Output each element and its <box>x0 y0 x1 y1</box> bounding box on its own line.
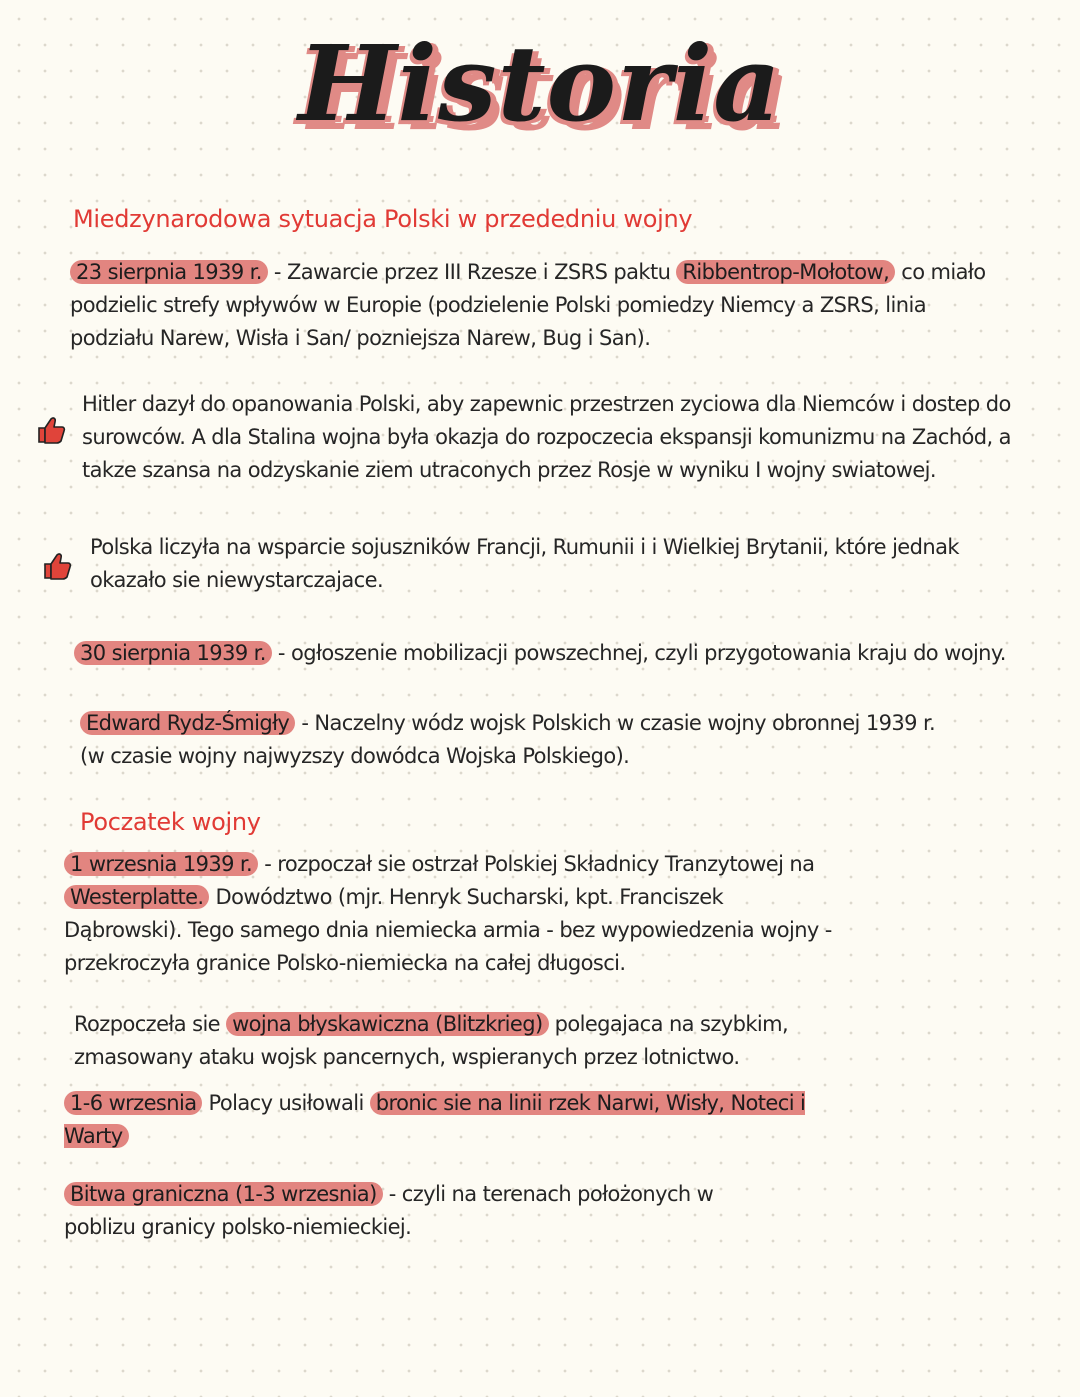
paragraph-ribbentrop-pact <box>70 256 1005 355</box>
highlight-term: wojna błyskawiczna (Blitzkrieg) <box>226 1012 548 1036</box>
paragraph-hitler-stalin: Hitler dazył do opanowania Polski, aby zapewnic przestrzen zyciowa dla Niemców i dostep do surowców. A dla Stalina wojna była okazja do rozpoczecia ekspansji komunizmu na Zachód, a takze szansa na odzyskanie ziem utraconych przez Rosje w wyniku I wojny swiatowej. <box>82 392 1011 482</box>
section-heading-international-situation: Miedzynarodowa sytuacja Polski w przededniu wojny <box>73 205 693 233</box>
paragraph-text: Dowództwo (mjr. Henryk Sucharski, kpt. Franciszek Dąbrowski). Tego samego dnia niemiecka armia - bez wypowiedzenia wojny - przekroczyła granice Polsko-niemiecka na całej długosci. <box>64 885 832 975</box>
paragraph-text: - rozpoczał sie ostrzał Polskiej Składnicy Tranzytowej na <box>258 852 815 876</box>
highlight-date: 1-6 wrzesnia <box>64 1091 202 1115</box>
paragraph-rydz-smigly <box>80 707 940 773</box>
highlight-date: 1 wrzesnia 1939 r. <box>64 852 258 876</box>
paragraph-border-battle <box>64 1178 764 1244</box>
highlight-place: Westerplatte. <box>64 885 209 909</box>
paragraph-text: - ogłoszenie mobilizacji powszechnej, czyli przygotowania kraju do wojny. <box>271 641 1006 665</box>
paragraph-westerplatte <box>64 848 834 980</box>
highlight-date: 23 sierpnia 1939 r. <box>70 260 268 284</box>
paragraph-text: co miało podzielic strefy wpływów w Europie (podzielenie Polski pomiedzy Niemcy a ZSRS, linia podziału Narew, Wisła i San/ pozniejsza Narew, Bug i San). <box>70 260 986 350</box>
thumbs-up-icon <box>35 414 67 446</box>
thumbs-up-icon <box>41 550 73 582</box>
paragraph-text: - Zawarcie przez III Rzesze i ZSRS paktu <box>267 260 677 284</box>
page-title: Historia <box>298 22 782 145</box>
highlight-name: Edward Rydz-Śmigły <box>80 711 295 735</box>
paragraph-text: Polacy usiłowali <box>202 1091 370 1115</box>
paragraph-text: - czyli na terenach położonych w poblizu granicy polsko-niemieckiej. <box>64 1182 714 1239</box>
highlight-action: bronic sie na linii rzek Narwi, Wisły, Noteci i Warty <box>64 1091 806 1148</box>
paragraph-text: - Naczelny wódz wojsk Polskich w czasie wojny obronnej 1939 r. (w czasie wojny najwyzszy dowódca Wojska Polskiego). <box>80 711 936 768</box>
paragraph-allies: Polska liczyła na wsparcie sojuszników Francji, Rumunii i i Wielkiej Brytanii, które jednak okazało sie niewystarczajace. <box>90 535 959 592</box>
paragraph-mobilization <box>74 637 1014 670</box>
paragraph-river-defense <box>64 1087 824 1153</box>
highlight-pact: Ribbentrop-Mołotow, <box>676 260 895 284</box>
highlight-term: Bitwa graniczna (1-3 wrzesnia) <box>64 1182 383 1206</box>
paragraph-text: polegajaca na szybkim, zmasowany ataku wojsk pancernych, wspieranych przez lotnictwo. <box>74 1012 789 1069</box>
paragraph-text: Rozpoczeła sie <box>74 1012 227 1036</box>
section-heading-war-start: Poczatek wojny <box>80 808 261 836</box>
paragraph-blitzkrieg <box>74 1008 834 1074</box>
highlight-date: 30 sierpnia 1939 r. <box>74 641 272 665</box>
